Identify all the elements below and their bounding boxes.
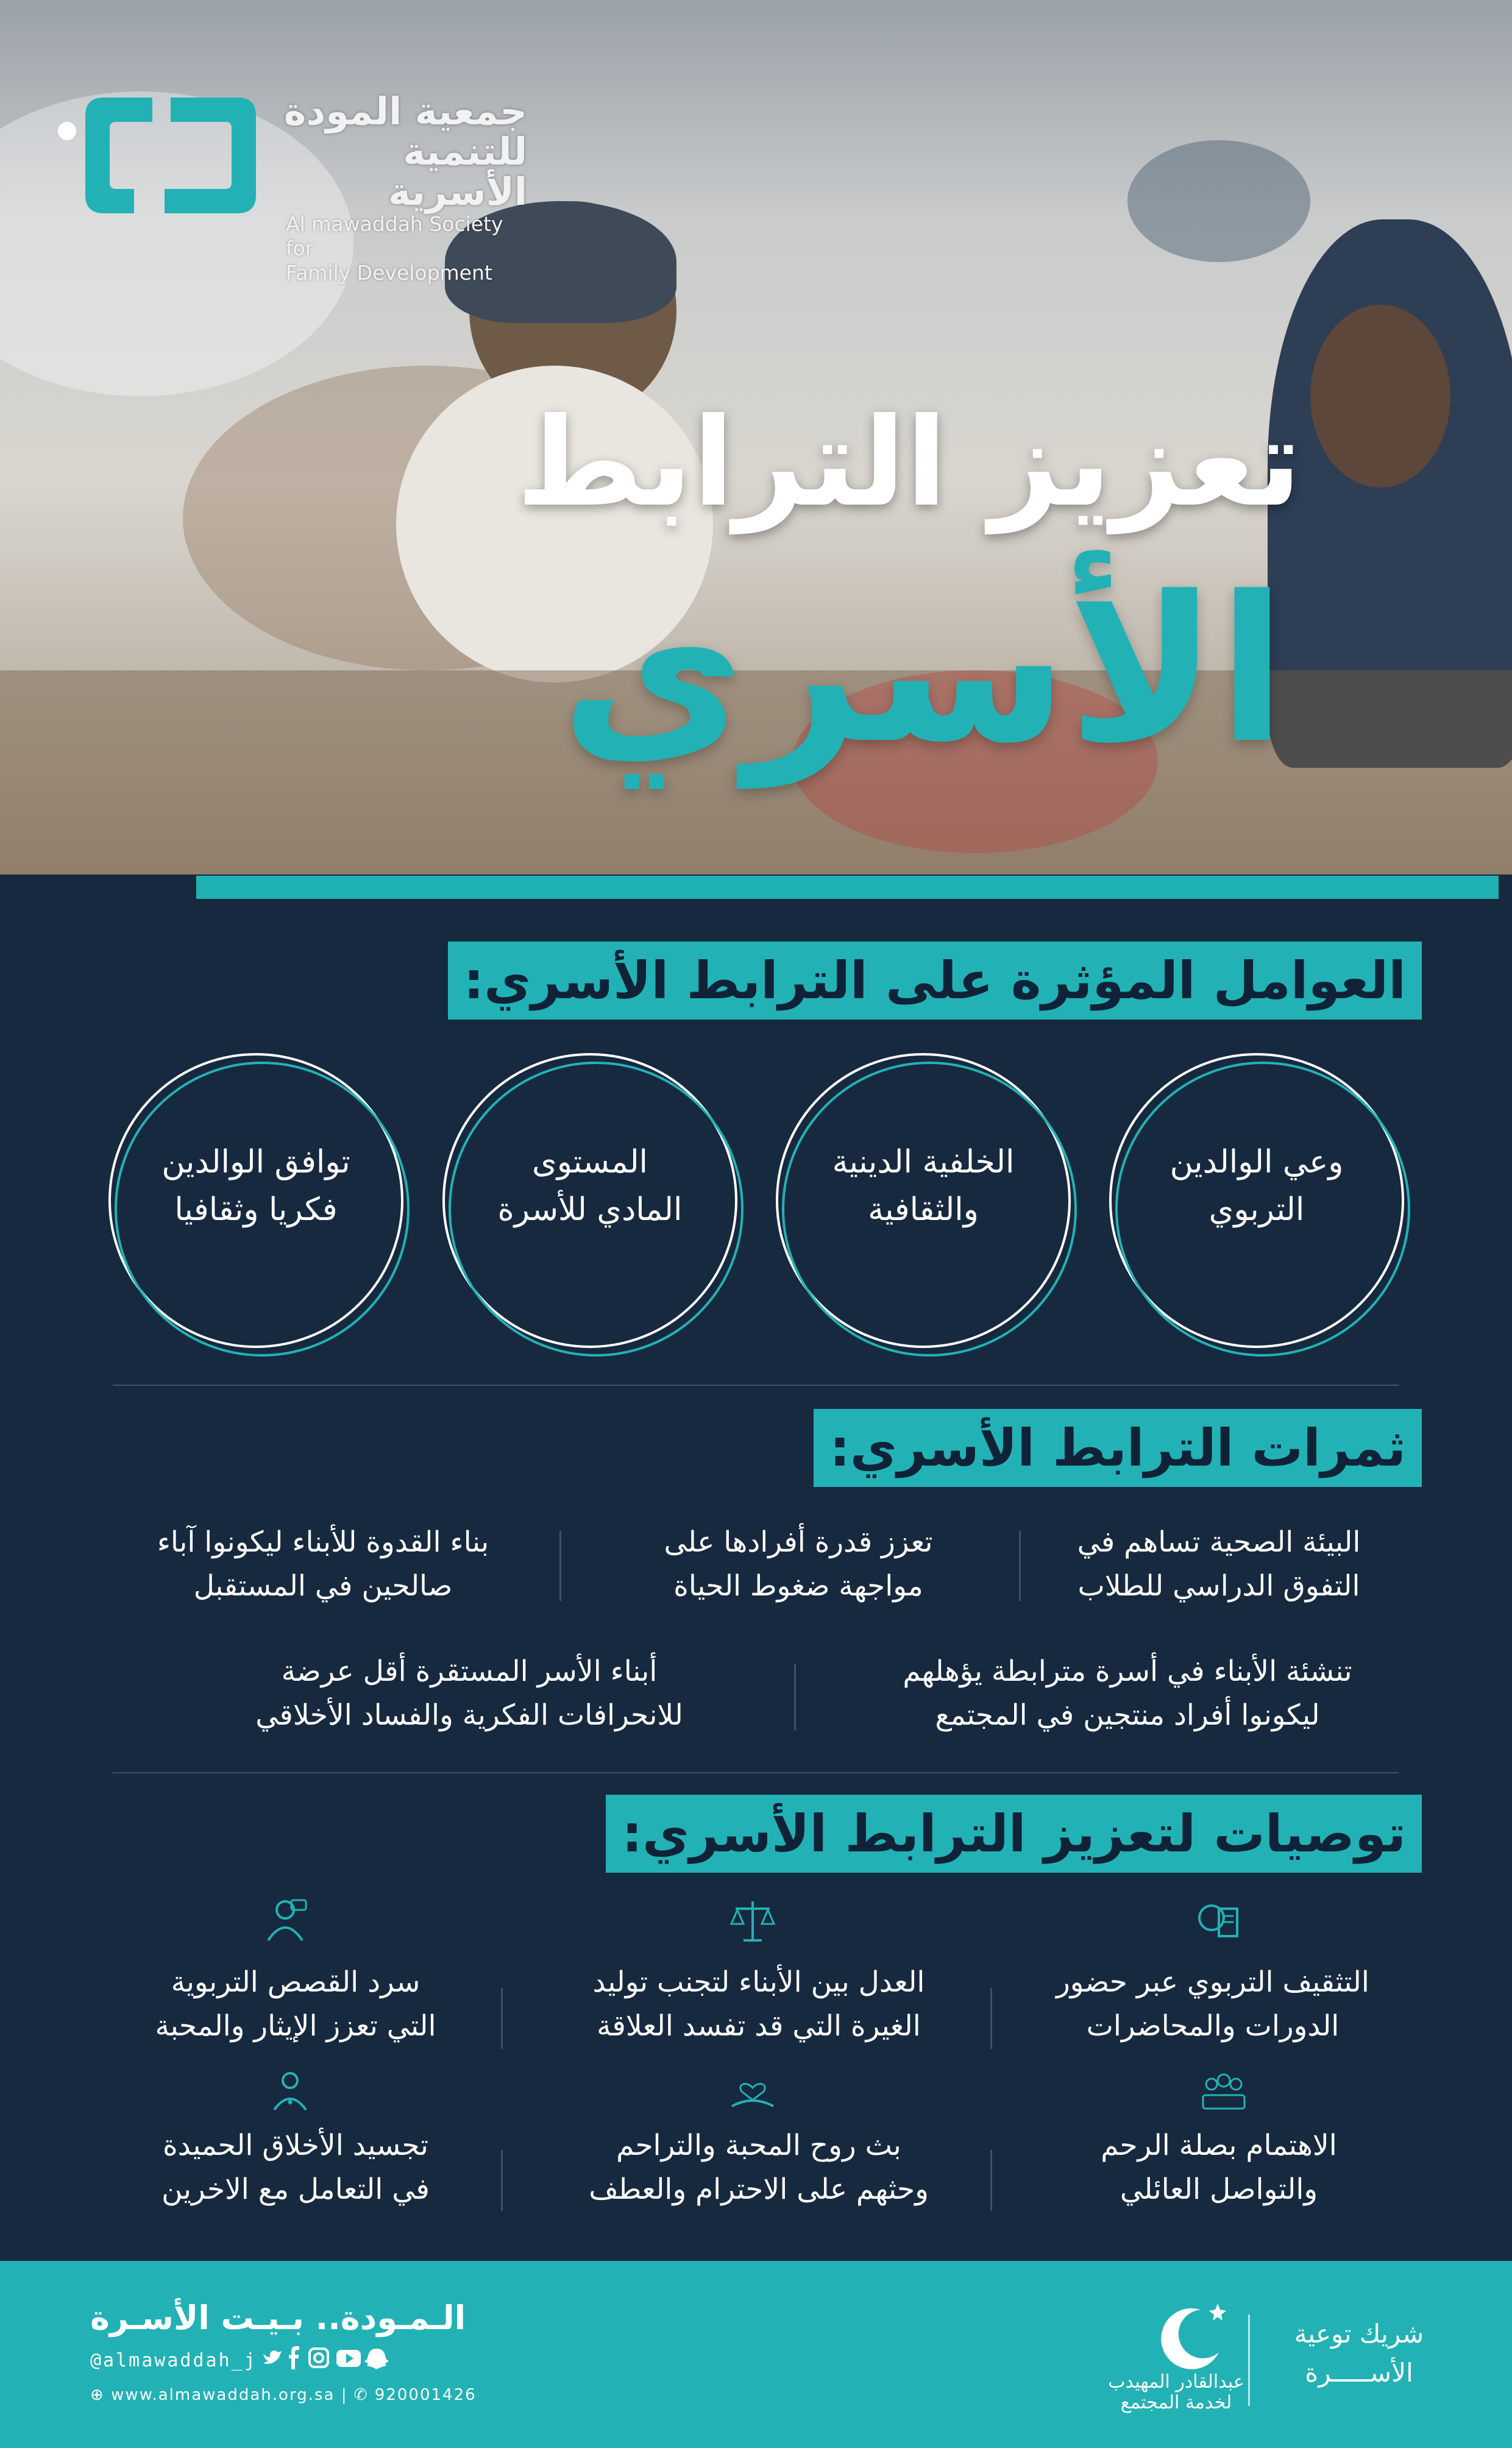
facebook-icon xyxy=(289,2346,299,2369)
factor-circle xyxy=(104,1053,408,1358)
fruit-item xyxy=(835,1650,1420,1737)
sponsor-line2: لخدمة المجتمع xyxy=(1120,2392,1232,2413)
factor-line2: فكريا وثقافيا xyxy=(174,1191,338,1228)
fruit-item xyxy=(110,1520,536,1608)
footer-phone[interactable]: 920001426 xyxy=(374,2386,477,2404)
recommendations-heading: توصيات لتعزيز الترابط الأسري: xyxy=(606,1795,1422,1873)
recommendation-line1: الاهتمام بصلة الرحم xyxy=(1101,2129,1337,2162)
recommendation-item xyxy=(116,1960,475,2048)
footer-contact: ⊕ www.almawaddah.org.sa | ✆ 920001426 xyxy=(90,2386,477,2404)
factor-line1: الخلفية الدينية xyxy=(832,1144,1015,1180)
footer-website[interactable]: www.almawaddah.org.sa xyxy=(111,2386,335,2404)
fruit-line2: مواجهة ضغوط الحياة xyxy=(673,1569,923,1603)
fruit-line1: تنشئة الأبناء في أسرة مترابطة يؤهلهم xyxy=(903,1655,1352,1688)
recommendation-line2: وحثهم على الاحترام والعطف xyxy=(589,2173,929,2206)
vertical-divider xyxy=(501,2150,503,2211)
factor-line2: التربوي xyxy=(1209,1191,1305,1228)
storytelling-icon xyxy=(262,1896,311,1945)
crescent-logo-icon xyxy=(1146,2297,1231,2377)
social-icons xyxy=(261,2345,401,2372)
recommendation-item xyxy=(552,2124,966,2212)
hero-title-line1: تعزيز الترابط xyxy=(516,392,1302,534)
fruit-item xyxy=(1030,1520,1408,1608)
logo-english-line2: Family Development xyxy=(286,261,492,285)
fruit-line2: التفوق الدراسي للطلاب xyxy=(1077,1569,1360,1603)
factor-line1: توافق الوالدين xyxy=(161,1144,350,1180)
factor-line1: المستوى xyxy=(532,1144,648,1180)
recommendation-item xyxy=(1030,1960,1396,2048)
recommendation-item xyxy=(552,1960,966,2048)
recommendation-line2: الغيرة التي قد تفسد العلاقة xyxy=(597,2009,921,2043)
recommendation-line1: بث روح المحبة والتراحم xyxy=(616,2129,901,2162)
partner-line2: الأســـــرة xyxy=(1305,2358,1413,2388)
factor-line2: المادي للأسرة xyxy=(497,1191,683,1228)
fruit-item xyxy=(195,1650,744,1737)
factor-line1: وعي الوالدين xyxy=(1169,1144,1344,1180)
recommendation-line2: في التعامل مع الاخرين xyxy=(161,2173,430,2206)
sponsor-name xyxy=(1085,2372,1268,2413)
fruit-line1: أبناء الأسر المستقرة أقل عرضة xyxy=(281,1655,658,1688)
recommendation-line1: العدل بين الأبناء لتجنب توليد xyxy=(592,1965,925,1999)
youtube-icon xyxy=(336,2350,361,2367)
partner-line1: شريك توعية xyxy=(1294,2319,1424,2349)
snapchat-icon xyxy=(364,2349,388,2369)
recommendation-item xyxy=(116,2124,475,2212)
fruit-line1: تعزز قدرة أفرادها على xyxy=(664,1525,933,1559)
fruit-line1: البيئة الصحية تساهم في xyxy=(1077,1525,1361,1559)
partner-label xyxy=(1280,2315,1438,2393)
recommendation-line2: والتواصل العائلي xyxy=(1120,2173,1318,2206)
recommendation-line2: الدورات والمحاضرات xyxy=(1086,2009,1340,2043)
mawaddah-logo-icon xyxy=(79,91,262,219)
logo-text xyxy=(283,91,527,285)
fruit-item xyxy=(603,1520,993,1608)
twitter-icon xyxy=(263,2350,282,2364)
factor-circle xyxy=(771,1053,1076,1358)
fruit-line2: للانحرافات الفكرية والفساد الأخلاقي xyxy=(255,1698,683,1732)
recommendation-line1: سرد القصص التربوية xyxy=(171,1965,421,1999)
factor-circle xyxy=(1104,1053,1409,1358)
footer-handle: @almawaddah_j xyxy=(90,2350,257,2371)
factors-heading: العوامل المؤثرة على الترابط الأسري: xyxy=(448,942,1422,1020)
fruit-line2: ليكونوا أفراد منتجين في المجتمع xyxy=(935,1698,1320,1732)
factor-line2: والثقافية xyxy=(868,1191,979,1228)
phone-icon: ✆ xyxy=(353,2386,369,2404)
vertical-divider xyxy=(990,1988,992,2049)
vertical-divider xyxy=(501,1988,503,2049)
footer-separator xyxy=(1248,2315,1250,2406)
logo-arabic-line1: جمعية المودة xyxy=(283,89,527,133)
hero-banner xyxy=(0,0,1512,875)
fruits-heading: ثمرات الترابط الأسري: xyxy=(814,1409,1422,1487)
section-divider xyxy=(113,1772,1399,1773)
logo-english-line1: Al mawaddah Society for xyxy=(286,212,503,260)
recommendation-line2: التي تعزز الإيثار والمحبة xyxy=(155,2009,436,2043)
instagram-icon xyxy=(310,2349,328,2367)
recommendation-item xyxy=(1054,2124,1383,2212)
factor-circle xyxy=(438,1053,742,1358)
vertical-divider xyxy=(559,1531,561,1601)
family-icon xyxy=(1199,2066,1248,2115)
hero-title-line2: الأسري xyxy=(560,553,1287,787)
hero-accent-bar xyxy=(196,876,1499,899)
recommendation-line1: التثقيف التربوي عبر حضور xyxy=(1056,1965,1369,1999)
vertical-divider xyxy=(794,1664,796,1731)
fruit-line1: بناء القدوة للأبناء ليكونوا آباء xyxy=(157,1525,489,1559)
vertical-divider xyxy=(990,2150,992,2211)
section-divider xyxy=(113,1385,1399,1386)
heart-hand-icon xyxy=(728,2066,777,2115)
logo-arabic-line2: للتنمية الأسرية xyxy=(388,129,527,214)
footer xyxy=(0,2261,1512,2448)
fruit-line2: صالحين في المستقبل xyxy=(193,1569,453,1603)
vertical-divider xyxy=(1019,1531,1021,1601)
logo-dot xyxy=(58,122,76,140)
sponsor-line1: عبدالقادر المهيدب xyxy=(1108,2371,1244,2393)
recommendation-line1: تجسيد الأخلاق الحميدة xyxy=(163,2129,428,2162)
education-icon xyxy=(1193,1896,1242,1945)
footer-slogan: الـمـودة.. بـيـت الأسـرة xyxy=(90,2299,466,2337)
good-manners-icon xyxy=(266,2066,314,2115)
scales-icon xyxy=(728,1896,777,1945)
globe-icon: ⊕ xyxy=(90,2386,105,2404)
